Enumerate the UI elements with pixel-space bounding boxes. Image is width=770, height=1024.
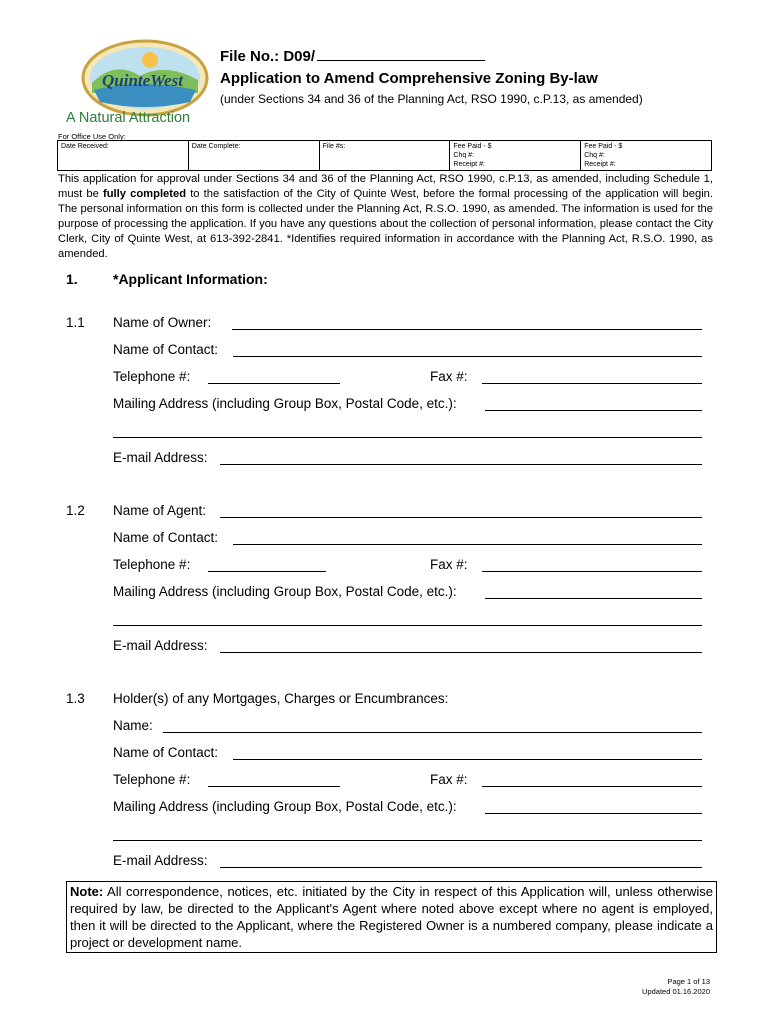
agent-mailing-field[interactable]	[485, 598, 702, 599]
agent-fax-label: Fax #:	[430, 557, 468, 572]
owner-contact-label: Name of Contact:	[113, 342, 219, 357]
owner-telephone-field[interactable]	[208, 383, 340, 384]
agent-email-label: E-mail Address:	[113, 638, 208, 653]
agent-mailing-label: Mailing Address (including Group Box, Postal Code, etc.):	[113, 584, 457, 599]
page-title: Application to Amend Comprehensive Zoning By-law	[220, 70, 598, 87]
logo-tagline: A Natural Attraction	[66, 110, 191, 126]
date-received-cell[interactable]: Date Received:	[58, 141, 189, 171]
owner-mailing-field[interactable]	[485, 410, 702, 411]
owner-fax-field[interactable]	[482, 383, 702, 384]
subsection-1-2-number: 1.2	[66, 503, 85, 518]
holder-mailing-field-2[interactable]	[113, 840, 702, 841]
agent-telephone-label: Telephone #:	[113, 557, 191, 572]
fee-paid-cell-1[interactable]: Fee Paid - $ Chq #: Receipt #:	[450, 141, 581, 171]
holder-mailing-field[interactable]	[485, 813, 702, 814]
office-use-label: For Office Use Only:	[58, 132, 126, 141]
holder-mailing-label: Mailing Address (including Group Box, Postal Code, etc.):	[113, 799, 457, 814]
agent-fax-field[interactable]	[482, 571, 702, 572]
note-box	[66, 881, 717, 953]
section-1-number: 1.	[66, 271, 78, 287]
holder-name-label: Name:	[113, 718, 153, 733]
agent-email-field[interactable]	[220, 652, 702, 653]
agent-name-label: Name of Agent:	[113, 503, 207, 518]
date-complete-cell[interactable]: Date Complete:	[188, 141, 319, 171]
page-subtitle: (under Sections 34 and 36 of the Planning Act, RSO 1990, c.P.13, as amended)	[220, 92, 643, 106]
owner-contact-field[interactable]	[233, 356, 702, 357]
agent-name-field[interactable]	[220, 517, 702, 518]
holder-telephone-field[interactable]	[208, 786, 340, 787]
subsection-1-3-number: 1.3	[66, 691, 85, 706]
file-numbers-cell[interactable]: File #s:	[319, 141, 450, 171]
holder-contact-field[interactable]	[233, 759, 702, 760]
agent-mailing-field-2[interactable]	[113, 625, 702, 626]
holder-telephone-label: Telephone #:	[113, 772, 191, 787]
fee-paid-cell-2[interactable]: Fee Paid - $ Chq #: Receipt #:	[581, 141, 712, 171]
owner-mailing-label: Mailing Address (including Group Box, Postal Code, etc.):	[113, 396, 457, 411]
agent-contact-label: Name of Contact:	[113, 530, 219, 545]
holder-email-field[interactable]	[220, 867, 702, 868]
owner-name-label: Name of Owner:	[113, 315, 212, 330]
holder-name-field[interactable]	[163, 732, 702, 733]
holder-fax-label: Fax #:	[430, 772, 468, 787]
holders-heading: Holder(s) of any Mortgages, Charges or Encumbrances:	[113, 691, 449, 706]
owner-fax-label: Fax #:	[430, 369, 468, 384]
holder-fax-field[interactable]	[482, 786, 702, 787]
owner-telephone-label: Telephone #:	[113, 369, 191, 384]
svg-text:QuinteWest: QuinteWest	[102, 71, 183, 90]
file-number-field[interactable]	[317, 46, 485, 61]
file-number: File No.: D09/	[220, 46, 485, 65]
intro-paragraph: This application for approval under Sections 34 and 36 of the Planning Act, RSO 1990, c.P.13, as amended, including Schedule 1, must be fully completed to the satisfaction of the City of Quinte West, before the formal processing of the application will begin. The personal information on this form is collected under the Planning Act, R.S.O. 1990, as amended. The information is used for the purpose of processing the application. If you have any questions about the collection of personal information, please contact the City Clerk, City of Quinte West, at 613-392-2841. *Identifies required information in accordance with the Planning Act, R.S.O. 1990, as amended.	[58, 173, 714, 260]
owner-email-field[interactable]	[220, 464, 702, 465]
page-footer	[642, 977, 710, 997]
holder-email-label: E-mail Address:	[113, 853, 208, 868]
note-text: All correspondence, notices, etc. initiated by the City in respect of this Application will, unless otherwise required by law, be directed to the Applicant's Agent where noted above except where no agent is employed, then it will be directed to the Applicant, where the Registered Owner is a numbered company, please indicate a project or development name.	[70, 884, 713, 950]
agent-contact-field[interactable]	[233, 544, 702, 545]
agent-telephone-field[interactable]	[208, 571, 326, 572]
holder-contact-label: Name of Contact:	[113, 745, 219, 760]
updated-date: Updated 01.16.2020	[642, 987, 710, 996]
owner-email-label: E-mail Address:	[113, 450, 208, 465]
note-label: Note:	[70, 884, 104, 899]
owner-mailing-field-2[interactable]	[113, 437, 702, 438]
office-use-table	[57, 140, 712, 171]
section-1-title: *Applicant Information:	[113, 271, 268, 287]
page-number: Page 1 of 13	[667, 977, 710, 986]
owner-name-field[interactable]	[232, 329, 702, 330]
subsection-1-1-number: 1.1	[66, 315, 85, 330]
